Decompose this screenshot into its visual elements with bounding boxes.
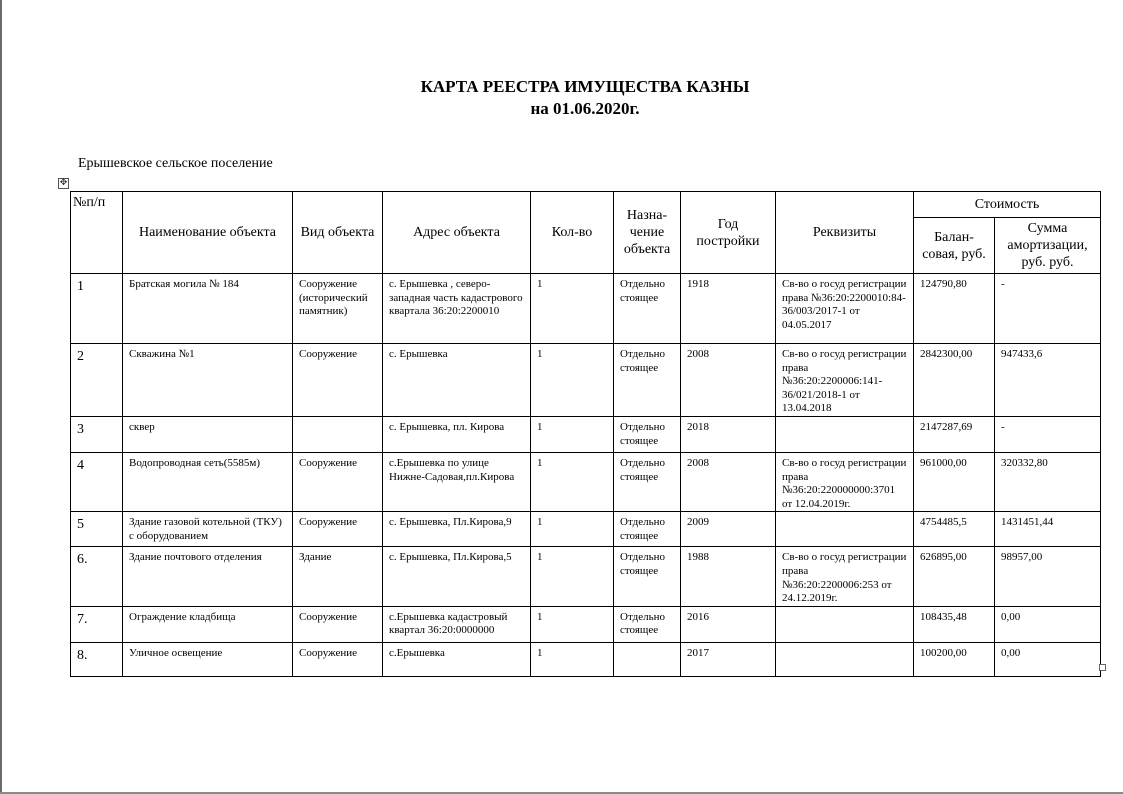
cell-year: 2018 [681, 416, 776, 452]
settlement-name: Ерышевское сельское поселение [78, 156, 273, 171]
table-body [71, 274, 1101, 677]
cell-balance: 961000,00 [914, 452, 995, 511]
cell-qty: 1 [531, 547, 614, 606]
cell-balance: 108435,48 [914, 606, 995, 642]
cell-num: 3 [71, 416, 123, 452]
cell-num: 4 [71, 452, 123, 511]
table-resize-handle[interactable] [1099, 664, 1106, 671]
cell-purpose: Отдельно стоящее [614, 547, 681, 606]
cell-name: Уличное освещение [123, 642, 293, 676]
header-year: Год постройки [681, 192, 776, 274]
cell-num: 2 [71, 344, 123, 417]
cell-kind: Сооружение [293, 512, 383, 547]
cell-depreciation: 0,00 [995, 642, 1101, 676]
cell-year: 1918 [681, 274, 776, 344]
cell-requisites: Св-во о госуд регистрации права №36:20:2200010:84-36/003/2017-1 от 04.05.2017 [776, 274, 914, 344]
cell-depreciation: - [995, 274, 1101, 344]
cell-kind: Сооружение [293, 344, 383, 417]
cell-address: с. Ерышевка , северо-западная часть кадастрового квартала 36:20:2200010 [383, 274, 531, 344]
table-row [71, 416, 1101, 452]
table-row [71, 512, 1101, 547]
cell-name: Скважина №1 [123, 344, 293, 417]
cell-depreciation: 947433,6 [995, 344, 1101, 417]
cell-name: Водопроводная сеть(5585м) [123, 452, 293, 511]
table-move-handle-icon[interactable]: ✥ [59, 178, 68, 188]
document-title: КАРТА РЕЕСТРА ИМУЩЕСТВА КАЗНЫ [420, 77, 750, 96]
cell-requisites [776, 642, 914, 676]
table-row [71, 452, 1101, 511]
cell-depreciation: - [995, 416, 1101, 452]
cell-kind: Здание [293, 547, 383, 606]
cell-kind: Сооружение [293, 452, 383, 511]
cell-depreciation: 98957,00 [995, 547, 1101, 606]
cell-address: с. Ерышевка, пл. Кирова [383, 416, 531, 452]
cell-requisites: Св-во о госуд регистрации права №36:20:220000000:3701 от 12.04.2019г. [776, 452, 914, 511]
cell-purpose: Отдельно стоящее [614, 416, 681, 452]
cell-address: с. Ерышевка, Пл.Кирова,9 [383, 512, 531, 547]
cell-balance: 100200,00 [914, 642, 995, 676]
cell-purpose: Отдельно стоящее [614, 452, 681, 511]
cell-balance: 2842300,00 [914, 344, 995, 417]
cell-balance: 124790,80 [914, 274, 995, 344]
cell-year: 2009 [681, 512, 776, 547]
cell-kind: Сооружение [293, 642, 383, 676]
cell-address: с. Ерышевка, Пл.Кирова,5 [383, 547, 531, 606]
cell-qty: 1 [531, 416, 614, 452]
cell-num: 7. [71, 606, 123, 642]
cell-requisites: Св-во о госуд регистрации права №36:20:2200006:141-36/021/2018-1 от 13.04.2018 [776, 344, 914, 417]
header-depreciation: Сумма амортизации, руб. руб. [995, 218, 1101, 274]
cell-kind: Сооружение (исторический памятник) [293, 274, 383, 344]
cell-year: 2008 [681, 344, 776, 417]
cell-name: Здание почтового отделения [123, 547, 293, 606]
header-purpose: Назна-чение объекта [614, 192, 681, 274]
header-cost: Стоимость [914, 192, 1101, 218]
cell-balance: 4754485,5 [914, 512, 995, 547]
table-row [71, 344, 1101, 417]
document-date: на 01.06.2020г. [530, 99, 640, 118]
cell-requisites [776, 606, 914, 642]
header-kind: Вид объекта [293, 192, 383, 274]
header-num: №п/п [71, 192, 123, 274]
header-row [71, 192, 1101, 218]
cell-year: 2016 [681, 606, 776, 642]
table-row [71, 642, 1101, 676]
cell-depreciation: 0,00 [995, 606, 1101, 642]
cell-address: с.Ерышевка кадастровый квартал 36:20:0000000 [383, 606, 531, 642]
cell-num: 6. [71, 547, 123, 606]
cell-address: с.Ерышевка по улице Нижне-Садовая,пл.Кирова [383, 452, 531, 511]
property-register-table [70, 191, 1101, 677]
cell-qty: 1 [531, 344, 614, 417]
cell-address: с. Ерышевка [383, 344, 531, 417]
cell-name: Ограждение кладбища [123, 606, 293, 642]
cell-balance: 626895,00 [914, 547, 995, 606]
cell-purpose: Отдельно стоящее [614, 512, 681, 547]
cell-qty: 1 [531, 274, 614, 344]
cell-qty: 1 [531, 642, 614, 676]
header-address: Адрес объекта [383, 192, 531, 274]
table-row [71, 547, 1101, 606]
cell-qty: 1 [531, 512, 614, 547]
cell-requisites: Св-во о госуд регистрации права №36:20:2200006:253 от 24.12.2019г. [776, 547, 914, 606]
page-left-edge [0, 0, 2, 794]
cell-depreciation: 1431451,44 [995, 512, 1101, 547]
cell-requisites [776, 512, 914, 547]
cell-balance: 2147287,69 [914, 416, 995, 452]
cell-num: 5 [71, 512, 123, 547]
cell-name: Здание газовой котельной (ТКУ) с оборудованием [123, 512, 293, 547]
cell-purpose: Отдельно стоящее [614, 606, 681, 642]
cell-num: 1 [71, 274, 123, 344]
header-requisites: Реквизиты [776, 192, 914, 274]
header-name: Наименование объекта [123, 192, 293, 274]
cell-address: с.Ерышевка [383, 642, 531, 676]
cell-year: 2008 [681, 452, 776, 511]
cell-num: 8. [71, 642, 123, 676]
cell-requisites [776, 416, 914, 452]
cell-kind: Сооружение [293, 606, 383, 642]
cell-qty: 1 [531, 452, 614, 511]
header-qty: Кол-во [531, 192, 614, 274]
cell-name: сквер [123, 416, 293, 452]
cell-name: Братская могила № 184 [123, 274, 293, 344]
cell-qty: 1 [531, 606, 614, 642]
cell-purpose: Отдельно стоящее [614, 274, 681, 344]
table-row [71, 606, 1101, 642]
cell-purpose: Отдельно стоящее [614, 344, 681, 417]
cell-purpose [614, 642, 681, 676]
cell-depreciation: 320332,80 [995, 452, 1101, 511]
header-balance: Балан-совая, руб. [914, 218, 995, 274]
cell-year: 2017 [681, 642, 776, 676]
cell-year: 1988 [681, 547, 776, 606]
table-row [71, 274, 1101, 344]
cell-kind [293, 416, 383, 452]
